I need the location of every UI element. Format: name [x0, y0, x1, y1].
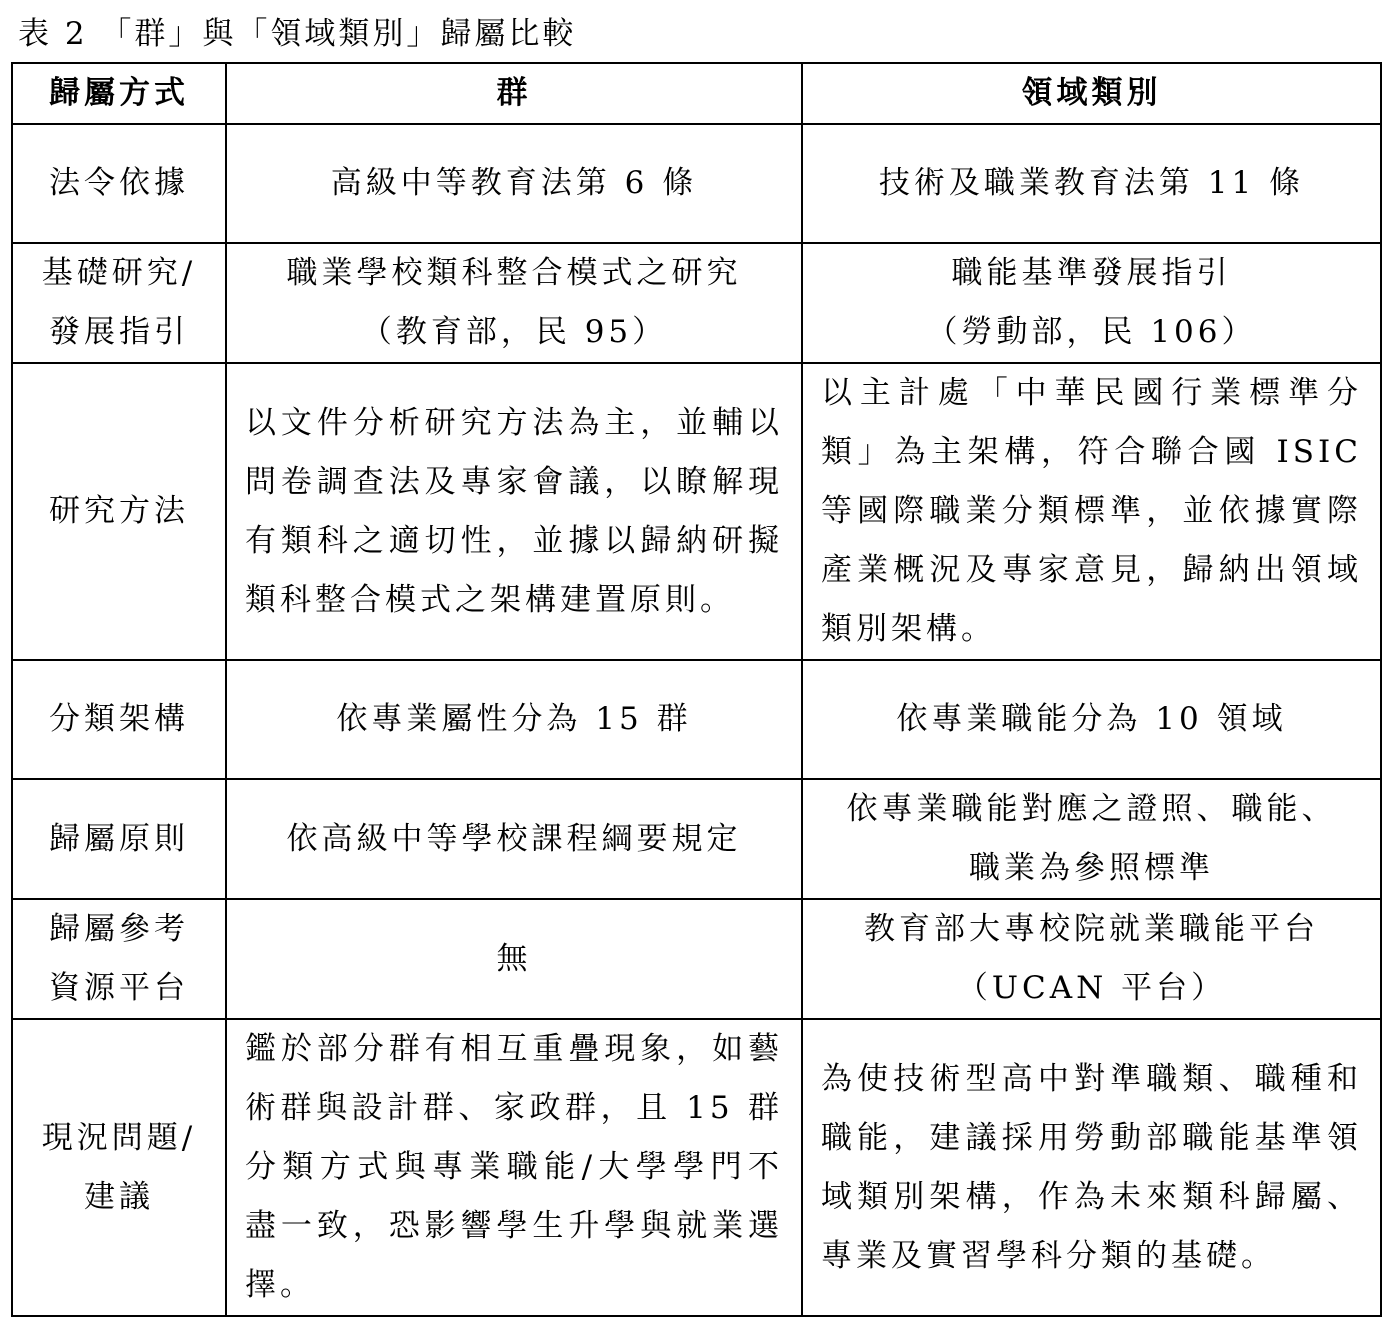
- group-cell: 無: [226, 899, 802, 1019]
- header-group: 群: [226, 63, 802, 124]
- domain-cell: 為使技術型高中對準職類、職種和職能，建議採用勞動部職能基準領域類別架構，作為未來類科歸屬、專業及實習學科分類的基礎。: [802, 1019, 1381, 1316]
- row-label-line: 基礎研究/: [41, 255, 197, 291]
- row-label-line: 現況問題/: [41, 1119, 197, 1156]
- comparison-table: [11, 62, 1382, 1317]
- row-label: [12, 899, 226, 1019]
- group-cell: 依高級中等學校課程綱要規定: [226, 779, 802, 899]
- row-label: [12, 1019, 226, 1316]
- row-label-line: 發展指引: [49, 314, 189, 350]
- domain-cell: [802, 779, 1381, 899]
- group-cell: 以文件分析研究方法為主，並輔以問卷調查法及專家會議，以瞭解現有類科之適切性，並據以歸納研擬類科整合模式之架構建置原則。: [226, 363, 802, 660]
- table-caption: 表 2 「群」與「領域類別」歸屬比較: [18, 16, 577, 52]
- header-method: 歸屬方式: [12, 63, 226, 124]
- table-row: [12, 243, 1381, 363]
- table-row: [12, 660, 1381, 779]
- table-row: [12, 1019, 1381, 1316]
- group-cell: 依專業屬性分為 15 群: [226, 660, 802, 779]
- header-domain: 領域類別: [802, 63, 1381, 124]
- domain-cell: 技術及職業教育法第 11 條: [802, 124, 1381, 243]
- domain-cell: [802, 243, 1381, 363]
- row-label-line: 歸屬參考: [49, 911, 189, 947]
- group-cell: 高級中等教育法第 6 條: [226, 124, 802, 243]
- group-cell-line: 職業學校類科整合模式之研究: [286, 255, 742, 291]
- table-row: [12, 124, 1381, 243]
- domain-cell: 依專業職能分為 10 領域: [802, 660, 1381, 779]
- domain-cell-line: （勞動部，民 106）: [926, 314, 1257, 350]
- domain-cell-line: 職能基準發展指引: [951, 255, 1232, 291]
- row-label-line: 資源平台: [49, 970, 189, 1006]
- header-row: [12, 63, 1381, 124]
- domain-cell-line: 教育部大專校院就業職能平台: [864, 911, 1319, 947]
- domain-cell: [802, 899, 1381, 1019]
- row-label-line: 建議: [84, 1178, 154, 1215]
- row-label: 研究方法: [12, 363, 226, 660]
- group-cell-line: （教育部，民 95）: [360, 314, 668, 350]
- row-label: 法令依據: [12, 124, 226, 243]
- domain-cell-line: （UCAN 平台）: [956, 970, 1227, 1006]
- row-label: 分類架構: [12, 660, 226, 779]
- group-cell: [226, 243, 802, 363]
- table-row: [12, 899, 1381, 1019]
- table-row: [12, 363, 1381, 660]
- row-label: [12, 243, 226, 363]
- domain-cell-line: 依專業職能對應之證照、職能、: [846, 791, 1337, 827]
- group-cell: 鑑於部分群有相互重疊現象，如藝術群與設計群、家政群，且 15 群分類方式與專業職能/大學學門不盡一致，恐影響學生升學與就業選擇。: [226, 1019, 802, 1316]
- table-row: [12, 779, 1381, 899]
- row-label: 歸屬原則: [12, 779, 226, 899]
- domain-cell-line: 職業為參照標準: [969, 850, 1214, 886]
- domain-cell: 以主計處「中華民國行業標準分類」為主架構，符合聯合國 ISIC 等國際職業分類標準，並依據實際產業概況及專家意見，歸納出領域類別架構。: [802, 363, 1381, 660]
